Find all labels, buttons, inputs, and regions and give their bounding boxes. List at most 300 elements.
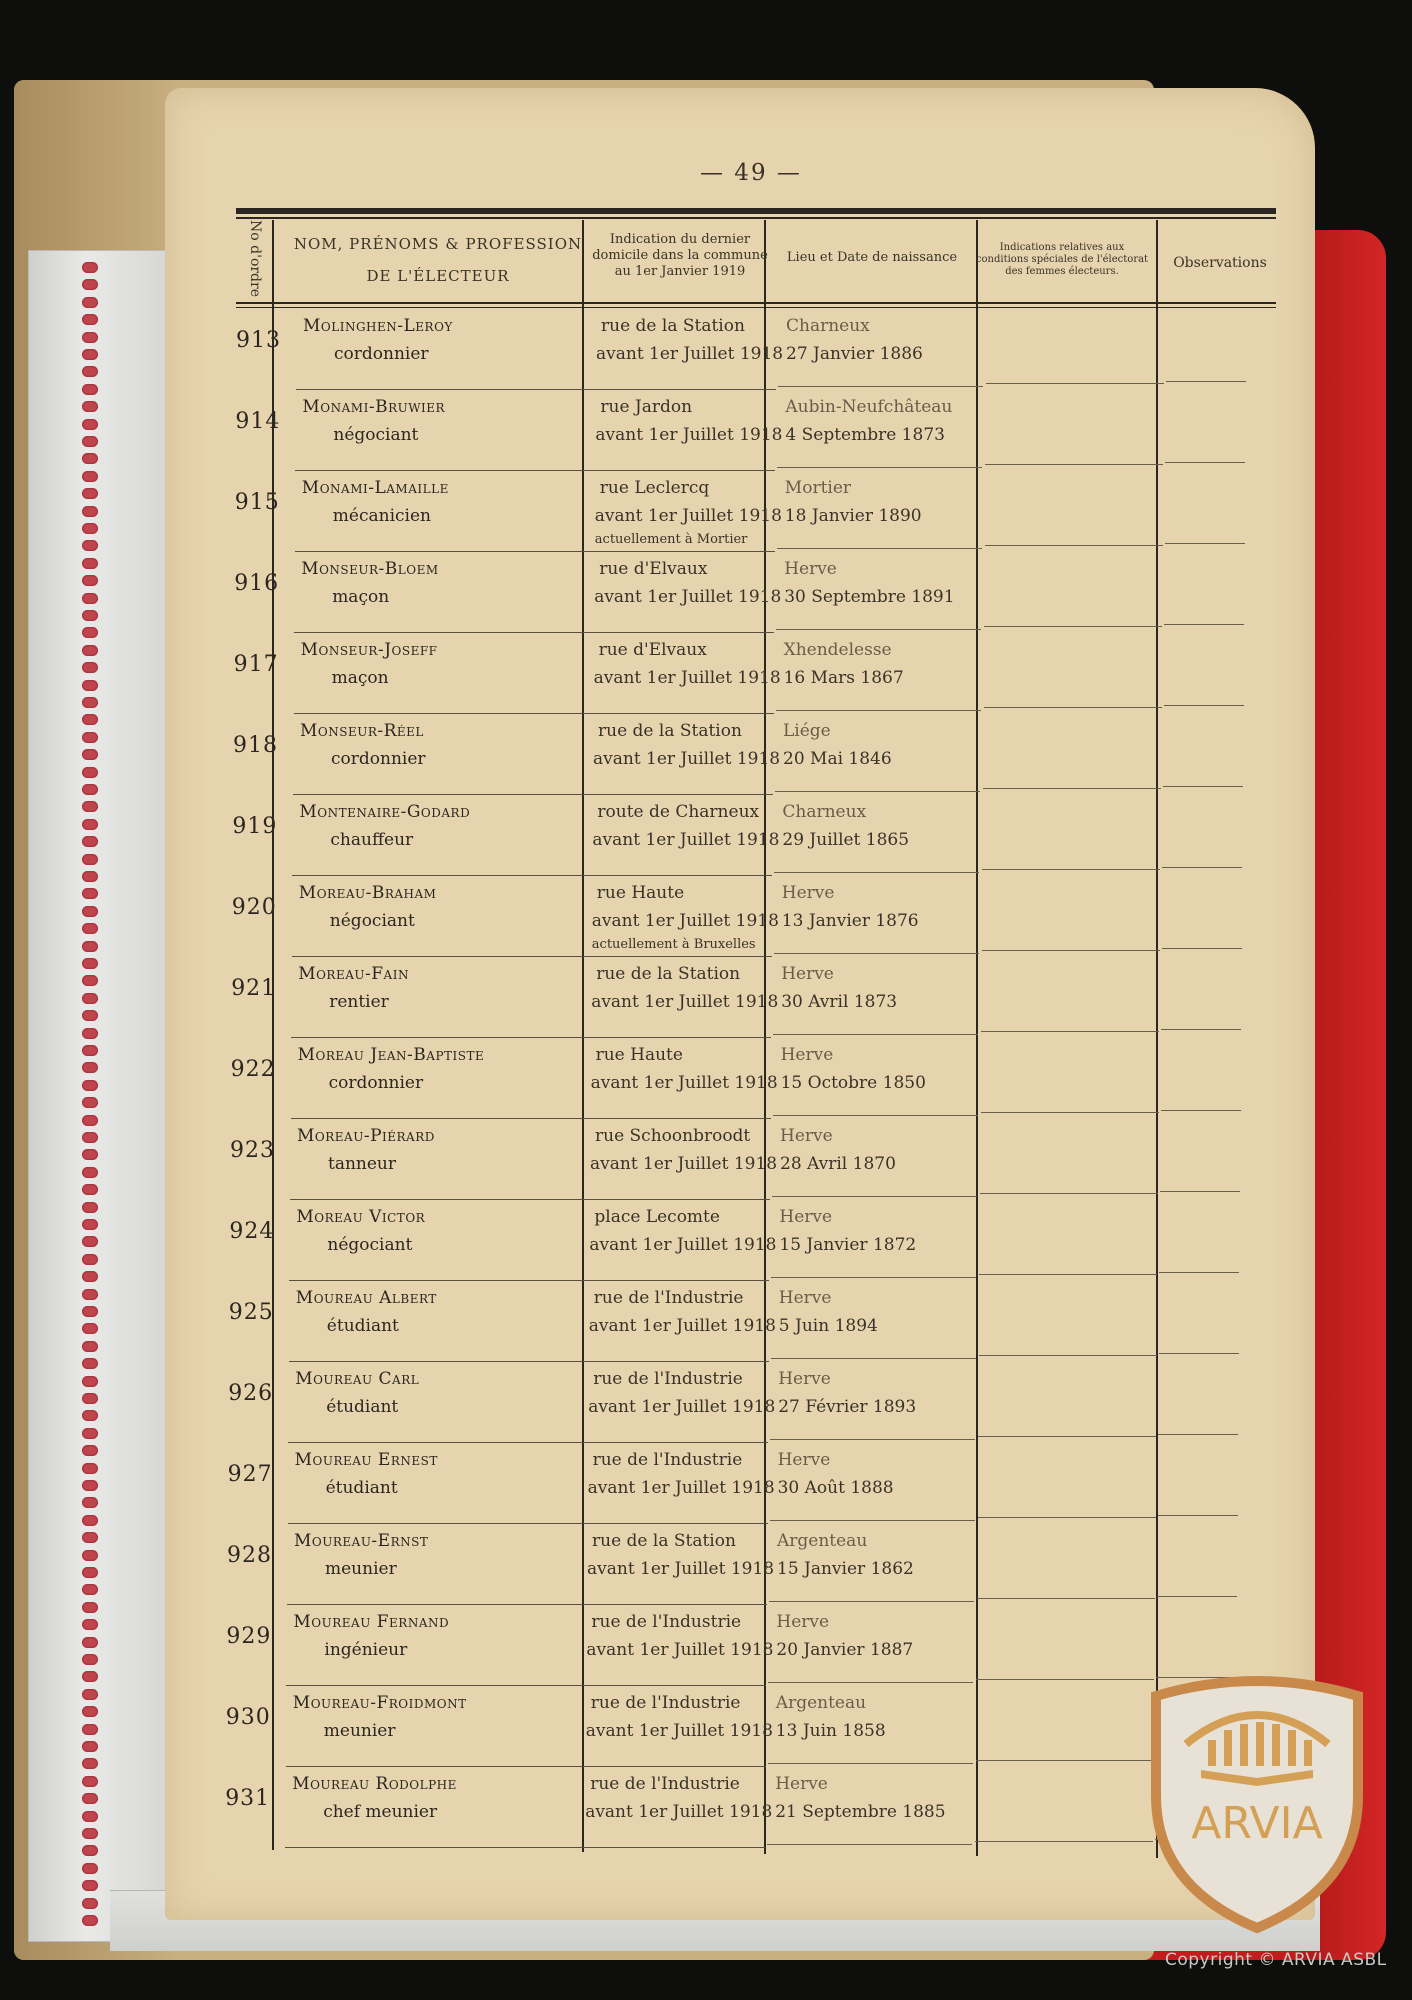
binding-hole xyxy=(82,1515,98,1526)
binding-hole xyxy=(82,1828,98,1839)
domicile-street: place Lecomte xyxy=(594,1207,720,1227)
birth-place: Xhendelesse xyxy=(783,640,892,660)
binding-hole xyxy=(82,993,98,1004)
binding-hole xyxy=(82,1619,98,1630)
row-rule-dom xyxy=(595,470,775,471)
row-rule-dom xyxy=(593,794,773,795)
row-rule-ind xyxy=(984,707,1162,708)
row-rule-ind xyxy=(985,545,1163,546)
domicile-street: rue d'Elvaux xyxy=(599,559,708,579)
binding-hole xyxy=(82,1811,98,1822)
domicile-street: rue Leclercq xyxy=(599,478,710,498)
binding-hole xyxy=(82,645,98,656)
domicile-since: avant 1er Juillet 1918 xyxy=(585,1721,773,1741)
row-rule-dom xyxy=(591,1118,771,1119)
birth-place: Herve xyxy=(781,964,834,984)
domicile-since: avant 1er Juillet 1918 xyxy=(590,1073,778,1093)
binding-hole xyxy=(82,680,98,691)
elector-name: Moreau-Fain xyxy=(298,964,409,984)
table-row xyxy=(216,1606,1296,1686)
elector-profession: cordonnier xyxy=(331,749,426,769)
binding-hole xyxy=(82,627,98,638)
elector-profession: chauffeur xyxy=(330,830,414,850)
birth-place: Aubin-Neufchâteau xyxy=(785,397,953,417)
table-row xyxy=(215,1768,1295,1848)
binding-hole xyxy=(82,1602,98,1613)
row-rule-dom xyxy=(594,632,774,633)
birth-place: Herve xyxy=(780,1126,833,1146)
row-rule-dom xyxy=(592,875,772,876)
row-rule-lieu xyxy=(772,1196,977,1197)
elector-name: Moureau-Froidmont xyxy=(292,1693,467,1713)
binding-hole xyxy=(82,749,98,760)
row-rule-name xyxy=(289,1361,589,1362)
row-rule-dom xyxy=(589,1361,769,1362)
elector-profession: maçon xyxy=(331,668,389,688)
elector-name: Monseur-Bloem xyxy=(301,559,439,579)
row-rule-ind xyxy=(981,1031,1159,1032)
row-rule-dom xyxy=(594,713,774,714)
elector-name: Moureau-Ernst xyxy=(294,1531,429,1551)
row-rule-name xyxy=(286,1766,586,1767)
order-number: 918 xyxy=(233,733,278,758)
domicile-since: avant 1er Juillet 1918 xyxy=(589,1235,777,1255)
row-rule-obs xyxy=(1158,1434,1238,1435)
table-row xyxy=(221,958,1301,1038)
binding-hole xyxy=(82,871,98,882)
binding-hole xyxy=(82,1706,98,1717)
order-number: 916 xyxy=(234,571,280,596)
domicile-since: avant 1er Juillet 1918 xyxy=(595,425,783,445)
birth-date: 29 Juillet 1865 xyxy=(782,830,910,850)
binding-hole xyxy=(82,1202,98,1213)
binding-hole xyxy=(82,697,98,708)
order-number: 921 xyxy=(231,976,277,1001)
birth-place: Argenteau xyxy=(775,1693,867,1713)
row-rule-obs xyxy=(1157,1596,1237,1597)
row-rule-ind xyxy=(979,1355,1157,1356)
elector-profession: négociant xyxy=(327,1235,413,1255)
row-rule-lieu xyxy=(775,791,980,792)
order-number: 930 xyxy=(225,1705,271,1730)
binding-hole xyxy=(82,1236,98,1247)
binding-hole xyxy=(82,714,98,725)
domicile-since: avant 1er Juillet 1918 xyxy=(586,1640,774,1660)
birth-place: Herve xyxy=(781,883,835,903)
birth-place: Herve xyxy=(779,1207,833,1227)
binding-hole xyxy=(82,436,98,447)
birth-date: 13 Juin 1858 xyxy=(775,1721,886,1741)
order-number: 920 xyxy=(231,895,277,920)
elector-name: Moreau-Braham xyxy=(298,883,437,903)
order-number: 931 xyxy=(225,1786,271,1811)
binding-hole xyxy=(82,558,98,569)
row-rule-obs xyxy=(1164,624,1244,625)
birth-date: 27 Février 1893 xyxy=(778,1397,917,1417)
binding-hole xyxy=(82,1376,98,1387)
elector-profession: tanneur xyxy=(328,1154,396,1174)
row-rule-lieu xyxy=(768,1682,973,1683)
row-rule-dom xyxy=(590,1199,770,1200)
order-number: 919 xyxy=(232,814,278,839)
row-rule-ind xyxy=(976,1760,1154,1761)
header-rule-bottom-thin xyxy=(236,307,1276,308)
birth-place: Argenteau xyxy=(777,1531,868,1551)
order-number: 925 xyxy=(228,1300,274,1325)
row-rule-obs xyxy=(1158,1515,1238,1516)
birth-date: 18 Janvier 1890 xyxy=(784,506,922,526)
table-row xyxy=(216,1687,1296,1767)
binding-hole xyxy=(82,471,98,482)
table-row xyxy=(223,715,1303,795)
row-rule-dom xyxy=(589,1280,769,1281)
domicile-street: rue de la Station xyxy=(592,1531,736,1551)
row-rule-lieu xyxy=(773,1034,978,1035)
order-number: 927 xyxy=(227,1462,273,1487)
birth-date: 5 Juin 1894 xyxy=(778,1316,878,1336)
binding-hole xyxy=(82,1445,98,1456)
arvia-logo xyxy=(1146,1666,1368,1936)
birth-date: 15 Janvier 1862 xyxy=(777,1559,914,1579)
domicile-street: rue Jardon xyxy=(600,397,693,417)
row-rule-ind xyxy=(983,788,1161,789)
elector-profession: rentier xyxy=(329,992,389,1012)
row-rule-name xyxy=(287,1604,587,1605)
domicile-street: rue de la Station xyxy=(596,964,741,984)
domicile-street: rue Haute xyxy=(595,1045,683,1065)
elector-profession: cordonnier xyxy=(328,1073,424,1093)
birth-place: Charneux xyxy=(786,316,870,336)
birth-date: 27 Janvier 1886 xyxy=(786,344,923,364)
row-rule-name xyxy=(285,1847,585,1848)
elector-name: Montenaire-Godard xyxy=(299,802,471,822)
binding-hole xyxy=(82,767,98,778)
row-rule-name xyxy=(295,551,595,552)
row-rule-lieu xyxy=(773,1115,978,1116)
row-rule-obs xyxy=(1162,948,1242,949)
domicile-since: avant 1er Juillet 1918 xyxy=(593,749,781,769)
birth-place: Herve xyxy=(780,1045,834,1065)
domicile-since: avant 1er Juillet 1918 xyxy=(591,911,779,931)
binding-hole xyxy=(82,1306,98,1317)
binding-hole xyxy=(82,1184,98,1195)
table-row xyxy=(217,1525,1297,1605)
binding-hole xyxy=(82,279,98,290)
domicile-street: rue de l'Industrie xyxy=(591,1612,742,1632)
header-rule-bottom xyxy=(236,302,1276,304)
birth-place: Herve xyxy=(778,1288,832,1308)
page-number: — 49 — xyxy=(700,160,802,186)
binding-hole xyxy=(82,1132,98,1143)
binding-hole xyxy=(82,1028,98,1039)
binding-hole xyxy=(82,314,98,325)
birth-date: 4 Septembre 1873 xyxy=(785,425,945,445)
row-rule-obs xyxy=(1163,786,1243,787)
order-number: 917 xyxy=(233,652,279,677)
table-row xyxy=(225,391,1305,471)
elector-name: Moureau Carl xyxy=(295,1369,420,1389)
row-rule-ind xyxy=(982,950,1160,951)
order-number: 928 xyxy=(227,1543,272,1568)
elector-name: Moureau Rodolphe xyxy=(292,1774,457,1794)
row-rule-obs xyxy=(1160,1191,1240,1192)
domicile-since: avant 1er Juillet 1918 xyxy=(588,1316,776,1336)
birth-place: Charneux xyxy=(782,802,867,822)
domicile-since: avant 1er Juillet 1918 xyxy=(585,1802,773,1822)
order-number: 926 xyxy=(228,1381,274,1406)
elector-name: Monseur-Joseff xyxy=(300,640,438,660)
birth-date: 20 Mai 1846 xyxy=(783,749,892,769)
binding-hole xyxy=(82,1097,98,1108)
row-rule-obs xyxy=(1165,462,1245,463)
elector-name: Moureau Fernand xyxy=(293,1612,450,1632)
row-rule-obs xyxy=(1159,1353,1239,1354)
row-rule-name xyxy=(289,1280,589,1281)
row-rule-name xyxy=(291,1037,591,1038)
binding-hole xyxy=(82,297,98,308)
birth-place: Herve xyxy=(784,559,837,579)
elector-name: Moureau Ernest xyxy=(294,1450,438,1470)
elector-profession: ingénieur xyxy=(324,1640,408,1660)
binding-hole xyxy=(82,453,98,464)
table-row xyxy=(220,1120,1300,1200)
row-rule-lieu xyxy=(777,548,982,549)
birth-place: Mortier xyxy=(784,478,852,498)
row-rule-lieu xyxy=(770,1439,975,1440)
birth-date: 30 Septembre 1891 xyxy=(784,587,955,607)
row-rule-name xyxy=(293,794,593,795)
row-rule-name xyxy=(292,956,592,957)
elector-name: Monami-Bruwier xyxy=(302,397,446,417)
table-row xyxy=(225,472,1305,552)
binding-hole xyxy=(82,1741,98,1752)
row-rule-ind xyxy=(978,1436,1156,1437)
row-rule-dom xyxy=(596,389,776,390)
order-number: 924 xyxy=(229,1219,275,1244)
row-rule-lieu xyxy=(768,1763,973,1764)
binding-hole xyxy=(82,1289,98,1300)
row-rule-name xyxy=(288,1442,588,1443)
elector-name: Moreau Victor xyxy=(296,1207,426,1227)
row-rule-obs xyxy=(1164,705,1244,706)
binding-hole xyxy=(82,1480,98,1491)
birth-place: Herve xyxy=(776,1612,830,1632)
table-row xyxy=(224,634,1304,714)
table-row xyxy=(226,310,1306,390)
domicile-since: avant 1er Juillet 1918 xyxy=(590,1154,778,1174)
binding-hole xyxy=(82,1393,98,1404)
table-row xyxy=(222,877,1302,957)
copyright-notice: Copyright © ARVIA ASBL xyxy=(1165,1950,1387,1970)
row-rule-dom xyxy=(587,1604,767,1605)
binding-hole xyxy=(82,888,98,899)
birth-date: 28 Avril 1870 xyxy=(780,1154,896,1174)
table-row xyxy=(224,553,1304,633)
binding-hole xyxy=(82,732,98,743)
binding-hole xyxy=(82,784,98,795)
row-rule-obs xyxy=(1165,543,1245,544)
domicile-since: avant 1er Juillet 1918 xyxy=(588,1397,776,1417)
domicile-note: actuellement à Bruxelles xyxy=(591,937,756,952)
order-number: 929 xyxy=(226,1624,272,1649)
domicile-street: rue de la Station xyxy=(598,721,742,741)
row-rule-ind xyxy=(986,383,1164,384)
domicile-note: actuellement à Mortier xyxy=(594,532,748,547)
row-rule-obs xyxy=(1159,1272,1239,1273)
order-number: 915 xyxy=(234,490,280,515)
row-rule-lieu xyxy=(771,1358,976,1359)
binding-hole xyxy=(82,1271,98,1282)
header-domicile: Indication du dernier domicile dans la commune au 1er Janvier 1919 xyxy=(592,232,768,279)
binding-hole xyxy=(82,1045,98,1056)
binding-hole xyxy=(82,575,98,586)
table-row xyxy=(218,1444,1298,1524)
row-rule-ind xyxy=(981,1112,1159,1113)
domicile-since: avant 1er Juillet 1918 xyxy=(592,830,780,850)
binding-hole xyxy=(82,332,98,343)
binding-hole xyxy=(82,819,98,830)
binding-hole xyxy=(82,1550,98,1561)
table-row xyxy=(219,1282,1299,1362)
binding-hole xyxy=(82,1341,98,1352)
binding-hole xyxy=(82,854,98,865)
birth-place: Herve xyxy=(778,1369,831,1389)
birth-date: 16 Mars 1867 xyxy=(783,668,904,688)
domicile-street: rue de l'Industrie xyxy=(592,1450,743,1470)
binding-hole xyxy=(82,1776,98,1787)
domicile-street: rue de l'Industrie xyxy=(590,1693,741,1713)
order-number: 923 xyxy=(230,1138,275,1163)
row-rule-dom xyxy=(592,956,772,957)
row-rule-dom xyxy=(588,1442,768,1443)
domicile-since: avant 1er Juillet 1918 xyxy=(591,992,779,1012)
domicile-since: avant 1er Juillet 1918 xyxy=(594,506,782,526)
elector-name: Moreau-Piérard xyxy=(297,1126,435,1146)
row-rule-name xyxy=(291,1118,591,1119)
elector-profession: meunier xyxy=(325,1559,397,1579)
domicile-street: rue de la Station xyxy=(601,316,745,336)
elector-name: Moreau Jean-Baptiste xyxy=(297,1045,485,1065)
birth-date: 30 Avril 1873 xyxy=(781,992,898,1012)
binding-hole xyxy=(82,1584,98,1595)
binding-hole xyxy=(82,1898,98,1909)
binding-hole xyxy=(82,1062,98,1073)
binding-hole xyxy=(82,1637,98,1648)
binding-hole xyxy=(82,1915,98,1926)
elector-profession: chef meunier xyxy=(323,1802,438,1822)
table-row xyxy=(221,1039,1301,1119)
binding-hole xyxy=(82,1410,98,1421)
row-rule-dom xyxy=(591,1037,771,1038)
header-indications: Indications relatives aux conditions spéciales de l'électorat des femmes électeurs. xyxy=(975,242,1149,277)
row-rule-lieu xyxy=(767,1844,972,1845)
binding-hole xyxy=(82,1689,98,1700)
sleeve-binding-holes xyxy=(78,262,104,1930)
binding-hole xyxy=(82,262,98,273)
row-rule-lieu xyxy=(771,1277,976,1278)
row-rule-lieu xyxy=(770,1520,975,1521)
elector-profession: négociant xyxy=(333,425,419,445)
domicile-since: avant 1er Juillet 1918 xyxy=(594,587,782,607)
binding-hole xyxy=(82,801,98,812)
table-row xyxy=(218,1363,1298,1443)
elector-name: Molinghen-Leroy xyxy=(303,316,453,336)
row-rule-lieu xyxy=(776,710,981,711)
row-rule-name xyxy=(292,875,592,876)
header-rule-top-thin xyxy=(236,217,1276,219)
elector-profession: meunier xyxy=(323,1721,396,1741)
binding-hole xyxy=(82,1080,98,1091)
row-rule-lieu xyxy=(774,953,979,954)
row-rule-ind xyxy=(980,1193,1158,1194)
birth-date: 13 Janvier 1876 xyxy=(781,911,919,931)
binding-hole xyxy=(82,610,98,621)
binding-hole xyxy=(82,1880,98,1891)
row-rule-dom xyxy=(586,1766,766,1767)
binding-hole xyxy=(82,975,98,986)
elector-profession: étudiant xyxy=(325,1478,398,1498)
elector-profession: maçon xyxy=(332,587,390,607)
row-rule-lieu xyxy=(776,629,981,630)
elector-name: Monami-Lamaille xyxy=(301,478,449,498)
elector-profession: étudiant xyxy=(326,1316,399,1336)
binding-hole xyxy=(82,540,98,551)
row-rule-lieu xyxy=(774,872,979,873)
row-rule-ind xyxy=(982,869,1160,870)
row-rule-obs xyxy=(1161,1110,1241,1111)
elector-name: Monseur-Réel xyxy=(300,721,424,741)
binding-hole xyxy=(82,523,98,534)
row-rule-ind xyxy=(975,1841,1153,1842)
order-number: 913 xyxy=(236,328,281,353)
binding-hole xyxy=(82,1428,98,1439)
binding-hole xyxy=(82,1654,98,1665)
row-rule-name xyxy=(290,1199,590,1200)
domicile-street: rue de l'Industrie xyxy=(593,1369,743,1389)
binding-hole xyxy=(82,836,98,847)
table-row xyxy=(222,796,1302,876)
birth-date: 20 Janvier 1887 xyxy=(776,1640,914,1660)
binding-hole xyxy=(82,1758,98,1769)
binding-hole xyxy=(82,1463,98,1474)
row-rule-obs xyxy=(1161,1029,1241,1030)
binding-hole xyxy=(82,1497,98,1508)
binding-hole xyxy=(82,1149,98,1160)
binding-hole xyxy=(82,506,98,517)
birth-date: 21 Septembre 1885 xyxy=(775,1802,946,1822)
binding-hole xyxy=(82,401,98,412)
binding-hole xyxy=(82,419,98,430)
domicile-since: avant 1er Juillet 1918 xyxy=(587,1478,775,1498)
elector-name: Moureau Albert xyxy=(295,1288,437,1308)
row-rule-name xyxy=(294,632,594,633)
order-number: 922 xyxy=(230,1057,276,1082)
elector-profession: cordonnier xyxy=(334,344,429,364)
birth-place: Herve xyxy=(777,1450,831,1470)
row-rule-ind xyxy=(985,464,1163,465)
binding-hole xyxy=(82,958,98,969)
header-name-line1: NOM, PRÉNOMS & PROFESSION xyxy=(293,235,583,253)
binding-hole xyxy=(82,1671,98,1682)
binding-hole xyxy=(82,1167,98,1178)
row-rule-ind xyxy=(977,1598,1155,1599)
row-rule-name xyxy=(296,389,596,390)
header-observations: Observations xyxy=(1173,255,1267,271)
header-rule-top xyxy=(236,208,1276,214)
row-rule-dom xyxy=(588,1523,768,1524)
binding-hole xyxy=(82,941,98,952)
binding-hole xyxy=(82,1323,98,1334)
